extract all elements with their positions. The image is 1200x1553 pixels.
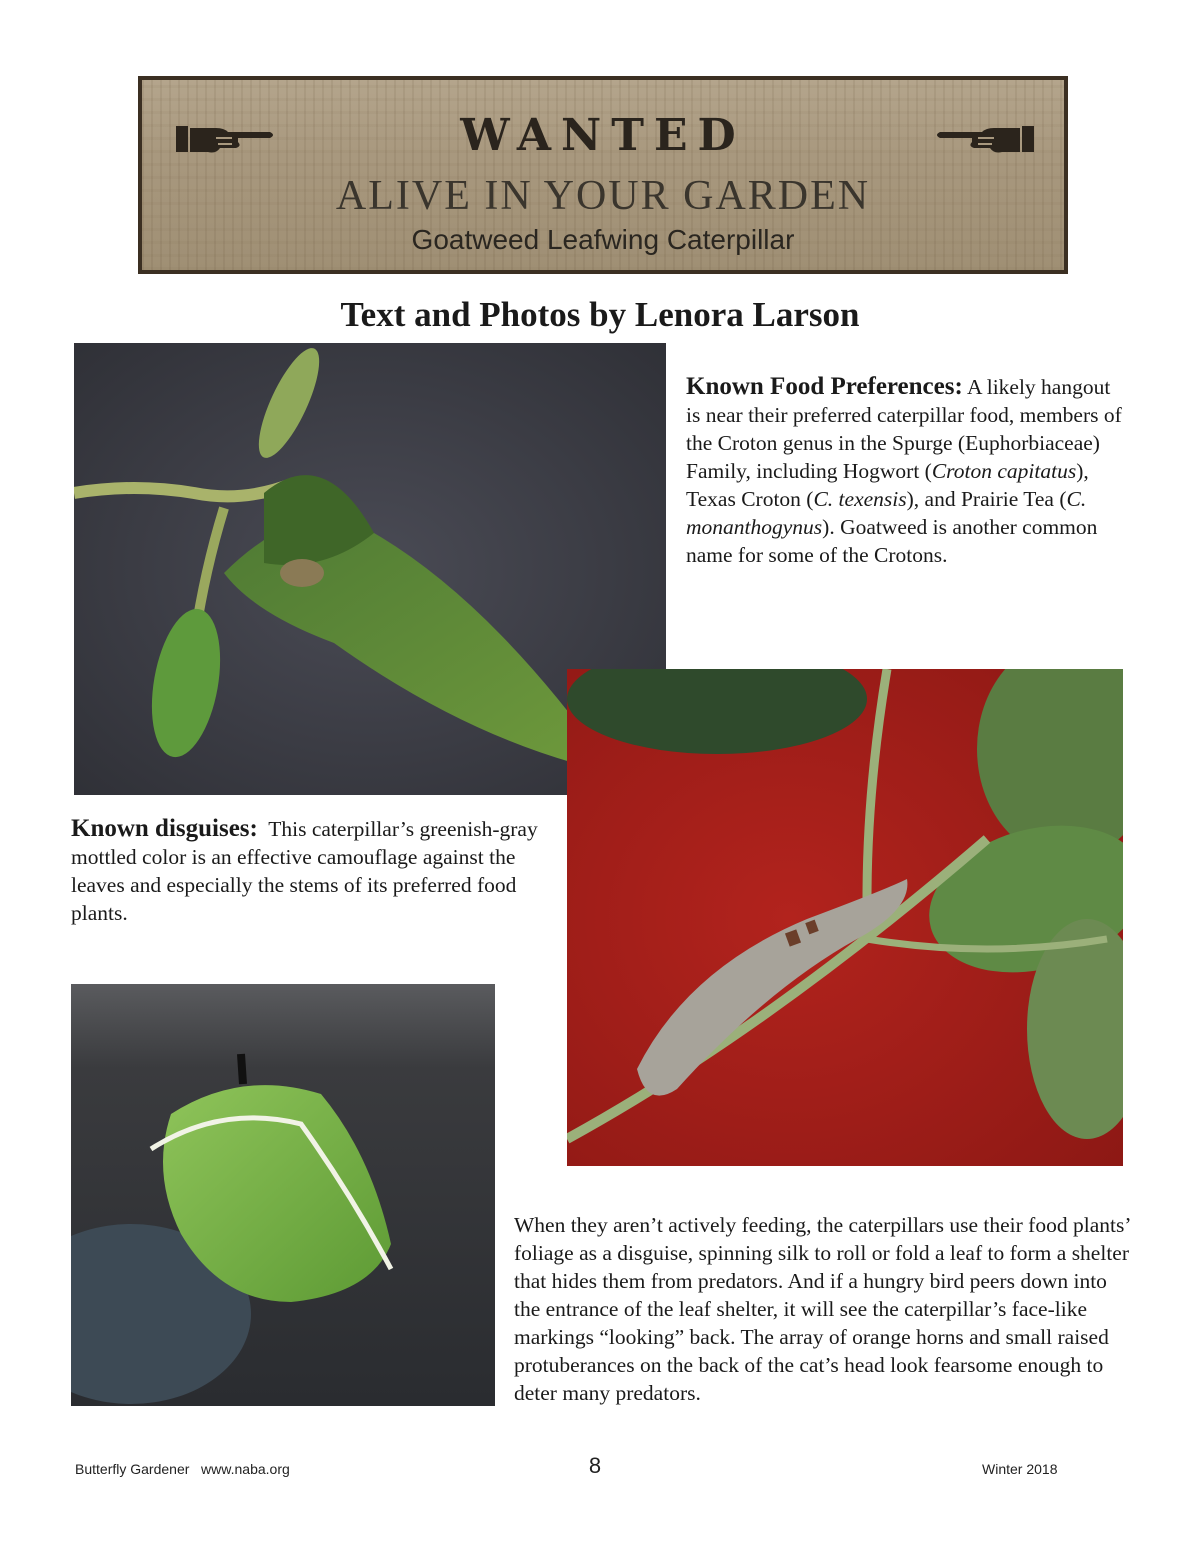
sign-subject: Goatweed Leafwing Caterpillar <box>411 224 795 255</box>
photo-caterpillar-on-stem <box>567 669 1123 1166</box>
footer-issue: Winter 2018 <box>982 1461 1058 1477</box>
byline: Text and Photos by Lenora Larson <box>340 295 860 334</box>
disguises-paragraph: Known disguises: This caterpillar’s greenish-gray mottled color is an effective camouflage against the leaves and especially the stems of its preferred food plants. <box>71 815 538 925</box>
feeding-paragraph: When they aren’t actively feeding, the caterpillars use their food plants’ foliage as a disguise, spinning silk to roll or fold a leaf to form a shelter that hides them from predators. And if a hungry bird peers down into the entrance of the leaf shelter, it will see the caterpillar’s face-like markings “looking” back. The array of orange horns and small raised protuberances on the back of the cat’s head look fearsome enough to deter many predators. <box>514 1213 1130 1405</box>
footer-page-number: 8 <box>588 1453 602 1478</box>
sign-subtitle: ALIVE IN YOUR GARDEN <box>335 173 871 219</box>
footer-publication: Butterfly Gardener www.naba.org <box>75 1461 290 1477</box>
photo-chrysalis <box>71 984 495 1406</box>
wanted-sign <box>138 76 1068 274</box>
food-preferences-heading: Known Food Preferences: <box>686 373 963 400</box>
disguises-heading: Known disguises: <box>71 815 258 842</box>
food-preferences-paragraph: Known Food Preferences: A likely hangout is near their preferred caterpillar food, members of the Croton genus in the Spurge (Euphorbiaceae) Family, including Hogwort (Croton capitatus), Texas Croton (C. texensis), and Prairie Tea (C. monanthogynus). Goatweed is another common name for some of the Crotons. <box>686 373 1122 567</box>
pointing-hand-left-icon <box>934 118 1034 158</box>
sign-title: WANTED <box>460 110 746 161</box>
